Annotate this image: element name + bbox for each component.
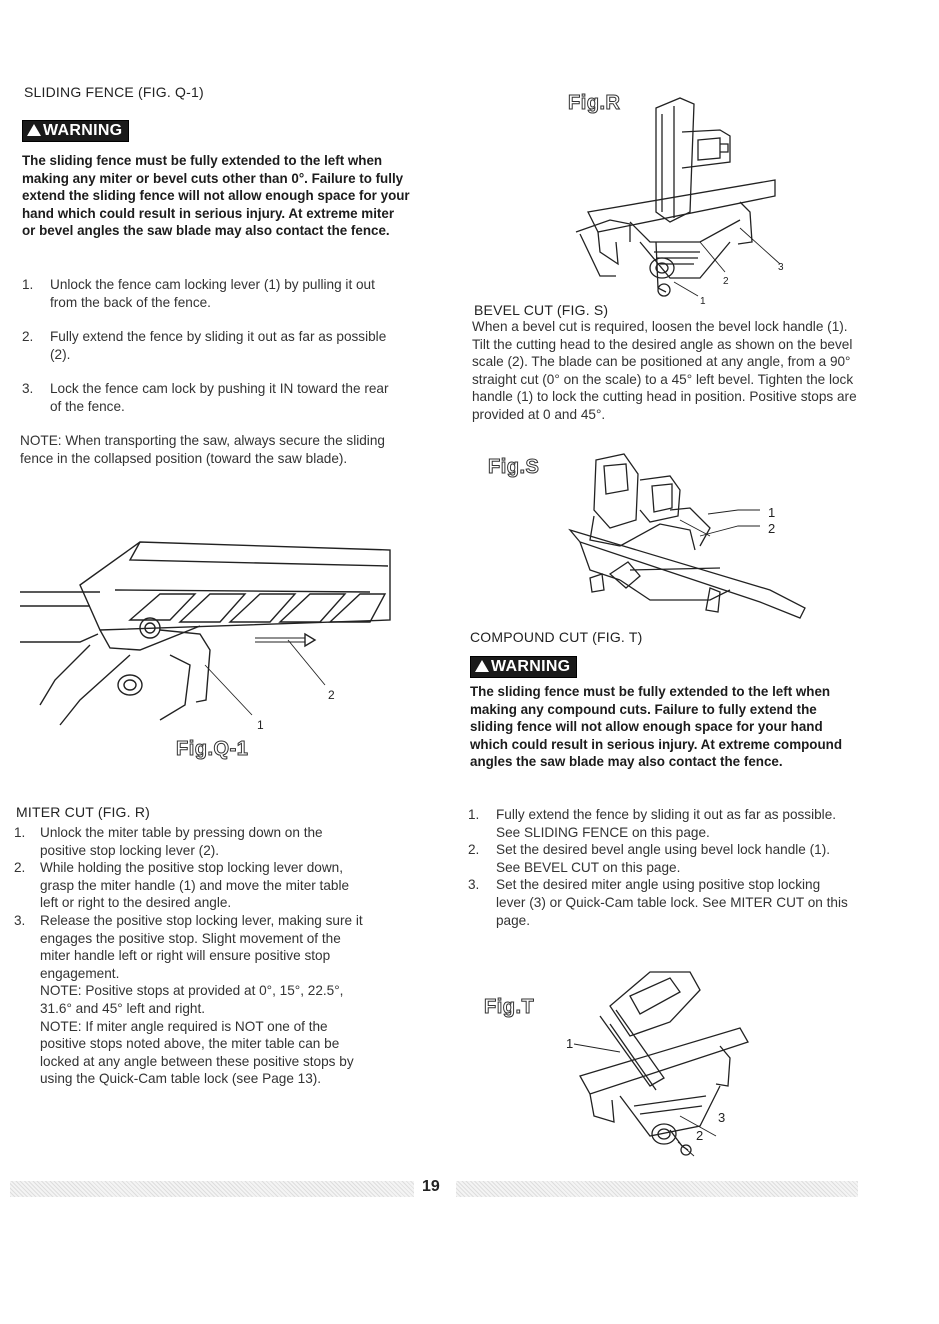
- list-item: [14, 859, 370, 912]
- bevel-cut-text: When a bevel cut is required, loosen the bevel lock handle (1). Tilt the cutting head to the desired angle as shown on the bevel scale (2). The blade can be positioned at any angle, from a 90° straight cut (0° on the scale) to a 45° left bevel. Tighten the lock handle (1) to lock the cutting head in position. Positive stops are provided at 0 and 45°.: [472, 319, 857, 422]
- figure-t-label: Fig.T: [484, 996, 535, 1018]
- miter-note-1: [40, 982, 370, 1017]
- list-item: [14, 912, 370, 1088]
- warning-badge-left: [22, 120, 129, 142]
- step-text: Set the desired bevel angle using bevel lock handle (1). See BEVEL CUT on this page.: [496, 842, 831, 875]
- step-text: While holding the positive stop locking lever down, grasp the miter handle (1) and move the miter table left or right to the desired angle.: [40, 860, 350, 911]
- note-label: NOTE:: [40, 983, 82, 999]
- miter-cut-heading: MITER CUT (FIG. R): [16, 804, 150, 820]
- note-text: If miter angle required is NOT one of the positive stops noted above, the miter table can be locked at any angle between these positive stops by using the Quick-Cam table lock (see Page 13).: [40, 1018, 354, 1087]
- step-number: 2.: [14, 860, 26, 876]
- sliding-fence-heading: SLIDING FENCE (FIG. Q-1): [24, 84, 204, 100]
- step-text: Fully extend the fence by sliding it out as far as possible. See SLIDING FENCE on this page.: [496, 807, 837, 840]
- step-text: Lock the fence cam lock by pushing it IN toward the rear of the fence.: [50, 381, 389, 414]
- step-number: 3.: [14, 912, 26, 928]
- warning-label: WARNING: [491, 658, 571, 675]
- list-item: [22, 276, 402, 311]
- step-text: Unlock the fence cam locking lever (1) by pulling it out from the back of the fence.: [50, 277, 375, 310]
- figure-r-illustration: [570, 92, 790, 304]
- list-item: [22, 328, 402, 363]
- callout-2: 2: [723, 276, 729, 287]
- footer-bar-right: [456, 1181, 858, 1197]
- step-text: Set the desired miter angle using positive stop locking lever (3) or Quick-Cam table lock. See MITER CUT on this page.: [496, 877, 848, 928]
- step-number: 3.: [22, 381, 34, 397]
- sliding-fence-warning-text: The sliding fence must be fully extended to the left when making any miter or bevel cuts other than 0°. Failure to fully extend the sliding fence will not allow enough space for your hand which could result in serious injury. At extreme miter or bevel angles the saw blade may also contact the fence.: [22, 153, 410, 239]
- compound-cut-heading: COMPOUND CUT (FIG. T): [470, 629, 643, 645]
- list-item: [468, 876, 848, 929]
- warning-badge-right: [470, 656, 577, 678]
- step-number: 1.: [14, 825, 26, 840]
- step-number: 1.: [22, 277, 34, 292]
- step-text: Fully extend the fence by sliding it out as far as possible (2).: [50, 329, 387, 362]
- miter-cut-steps: [14, 824, 370, 1088]
- list-item: [22, 380, 402, 415]
- callout-3: 3: [718, 1110, 726, 1125]
- step-number: 1.: [468, 807, 480, 822]
- list-item: [468, 806, 848, 841]
- figure-q1-label: Fig.Q-1: [176, 738, 249, 760]
- warning-badge: [22, 120, 129, 142]
- callout-1: 1: [566, 1036, 574, 1051]
- note-label: NOTE:: [40, 1018, 82, 1034]
- list-item: [468, 841, 848, 876]
- warning-triangle-icon: [27, 124, 41, 136]
- note-label: NOTE:: [20, 433, 62, 448]
- callout-1: 1: [257, 718, 264, 732]
- compound-cut-steps: [468, 806, 848, 929]
- figure-s-label: Fig.S: [488, 456, 540, 478]
- step-text: Unlock the miter table by pressing down on the positive stop locking lever (2).: [40, 825, 323, 858]
- bevel-cut-heading: BEVEL CUT (FIG. S): [474, 302, 609, 318]
- note-text: Positive stops at provided at 0°, 15°, 22.5°, 31.6° and 45° left and right.: [40, 983, 344, 1016]
- figure-r-label: Fig.R: [568, 92, 621, 114]
- callout-2: 2: [768, 521, 776, 536]
- callout-3: 3: [778, 262, 784, 273]
- figure-q1-illustration: [20, 530, 400, 740]
- warning-label: WARNING: [43, 122, 123, 139]
- callout-2: 2: [696, 1128, 704, 1143]
- callout-1: 1: [768, 505, 776, 520]
- miter-note-2: [40, 1018, 370, 1088]
- warning-triangle-icon: [475, 660, 489, 672]
- step-number: 2.: [22, 329, 34, 345]
- sliding-fence-note: [20, 432, 400, 467]
- compound-cut-warning-text: The sliding fence must be fully extended to the left when making any compound cuts. Failure to fully extend the sliding fence will not allow enough space for your hand which could result in serious injury. At extreme compound angles the saw blade may also contact the fence.: [470, 684, 843, 770]
- step-number: 3.: [468, 877, 480, 893]
- sliding-fence-steps: [22, 276, 402, 416]
- warning-badge: [470, 656, 577, 678]
- figure-t-illustration: [570, 966, 760, 1166]
- step-text: Release the positive stop locking lever, making sure it engages the positive stop. Slight movement of the miter handle left or right will ensure positive stop engagement.: [40, 912, 363, 981]
- figure-s-illustration: [560, 450, 810, 622]
- callout-1: 1: [700, 296, 706, 307]
- step-number: 2.: [468, 842, 480, 858]
- callout-2: 2: [328, 688, 335, 702]
- list-item: [14, 824, 370, 859]
- footer-bar-left: [10, 1181, 414, 1197]
- page-number: 19: [422, 1178, 440, 1195]
- note-text: When transporting the saw, always secure the sliding fence in the collapsed position (toward the saw blade).: [20, 433, 385, 466]
